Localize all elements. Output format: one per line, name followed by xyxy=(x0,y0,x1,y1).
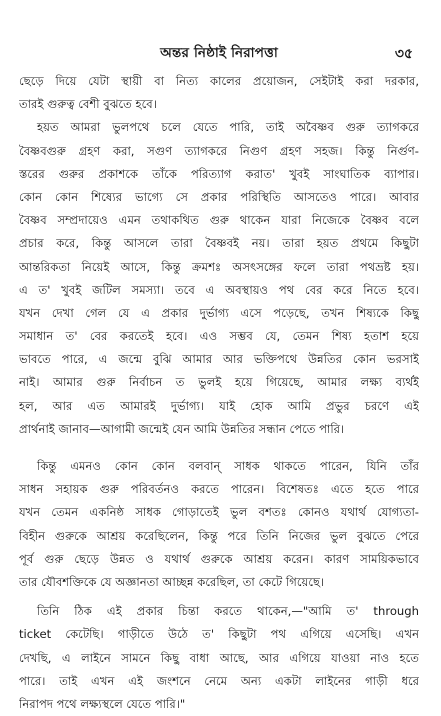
text-line: কোন কোন শিষ্যের ভাগ্যে সে প্রকার পরিস্থিতি আসতেও পারে। আবার xyxy=(19,189,419,204)
text-line: বিহীন গুরুকে আশ্রয় করেছিলেন, কিন্তু পরে তিনি নিজের ভুল বুঝতে পেরে xyxy=(19,528,419,543)
paragraph xyxy=(19,600,419,716)
running-title: অন্তর নিষ্ঠাই নিরাপত্তা xyxy=(160,45,278,61)
paragraph-gap xyxy=(19,441,419,455)
text-line: প্রচার করে, কিন্তু আসলে তারা বৈষ্ণবই নয়। তারা হয়ত প্রথমে কিছুটা xyxy=(19,236,419,251)
body-text xyxy=(19,70,419,716)
paragraph xyxy=(19,455,419,594)
text-line: প্রার্থনাই জানাব—আগামী জন্মেই যেন আমি উন্নতির সন্ধান পেতে পারি। xyxy=(19,421,345,436)
text-line: নাই। আমার গুরু নির্বাচন ত ভুলই হয়ে গিয়েছে, আমার লক্ষ্য ব্যর্থই xyxy=(19,375,419,390)
page-number: ৩৫ xyxy=(394,46,413,62)
text-line: ছেড়ে দিয়ে যেটা স্থায়ী বা নিত্য কালের প্রয়োজন, সেইটাই করা দরকার, xyxy=(19,74,419,88)
text-line: পারে। তাই এখন এই জংশনে নেমে অন্য একটা লাইনের গাড়ী ধরে xyxy=(19,673,419,688)
text-line: দেখছি, এ লাইনে সামনে কিছু বাধা আছে, আর এগিয়ে যাওয়া নাও হতে xyxy=(19,650,419,665)
text-line: ticket কেটেছি। গাড়ীতে উঠে ত' কিছুটা পথ এগিয়ে এসেছি। এখন xyxy=(19,627,419,642)
text-line: কিন্তু এমনও কোন কোন বলবান্ সাধক থাকতে পারেন, যিনি তাঁর xyxy=(37,459,419,473)
text-line: আন্তরিকতা নিয়েই আসে, কিন্তু ক্রমশঃ অসৎসঙ্গের ফলে তারা পথভ্রষ্ট হয়। xyxy=(19,259,419,274)
text-line: বৈষ্ণবগুরু গ্রহণ করা, সগুণ ত্যাগকরে নিগুণ গ্রহণ সহজ। কিন্তু নির্গুণ- xyxy=(19,143,419,158)
text-line: যখন দেখা গেল যে এ প্রকার দুর্ভাগ্য এসে পড়েছে, তখন শিষ্যকে কিছু xyxy=(19,305,419,320)
running-head xyxy=(19,42,419,64)
text-line: সাধন সহায়ক গুরু পরিবর্তনও করতে পারেন। বিশেষতঃ এতে হতে পারে xyxy=(19,482,419,497)
paragraph xyxy=(19,70,419,116)
text-line: যখন তেমন একনিষ্ঠ সাধক গোড়াতেই ভুল বশতঃ কোনও যথার্থ যোগ্যতা- xyxy=(19,505,419,520)
text-line: তিনি ঠিক এই প্রকার চিন্তা করতে থাকেন,—"আমি ত' through xyxy=(37,604,419,619)
text-line: সমাধান ত' বের করতেই হবে। এও সম্ভব যে, তেমন শিষ্য হতাশ হয়ে xyxy=(19,329,419,344)
text-line: বৈষ্ণব সম্প্রদায়েও এমন তথাকথিত গুরু থাকেন যারা নিজেকে বৈষ্ণব বলে xyxy=(19,213,419,228)
text-line: ভাবতে পারে, এ জন্মে বুঝি আমার আর ভক্তিপথে উন্নতির কোন ভরসাই xyxy=(19,352,419,367)
text-line: এ ত' খুবই জটিল সমস্যা। তবে এ অবস্থায়ও পথ বের করে নিতে হবে। xyxy=(19,282,419,297)
text-line: নিরাপদ পথে লক্ষ্যস্থলে যেতে পারি।" xyxy=(19,696,186,711)
text-line: তারই গুরুত্ব বেশী বুঝতে হবে। xyxy=(19,97,157,112)
paragraph xyxy=(19,116,419,441)
text-line: হয়ত আমরা ভুলপথে চলে যেতে পারি, তাই অবৈষ্ণব গুরু ত্যাগকরে xyxy=(37,120,419,135)
text-line: পূর্ব গুরু ছেড়ে উন্নত ও যথার্থ গুরুকে আশ্রয় করেন। কারণ সাময়িকভাবে xyxy=(19,551,419,566)
text-line: স্তরের গুরুর প্রকাশকে তাঁকে পরিত্যাগ করাত' খুবই সাংঘাতিক ব্যাপার। xyxy=(19,166,419,181)
text-line: তার যৌবশক্তিকে যে অজ্ঞানতা আচ্ছন্ন করেছিল, তা কেটে গিয়েছে। xyxy=(19,574,325,589)
text-line: হল, আর এত আমারই দুর্ভাগ্য। যাই হোক আমি প্রভুর চরণে এই xyxy=(19,398,419,413)
